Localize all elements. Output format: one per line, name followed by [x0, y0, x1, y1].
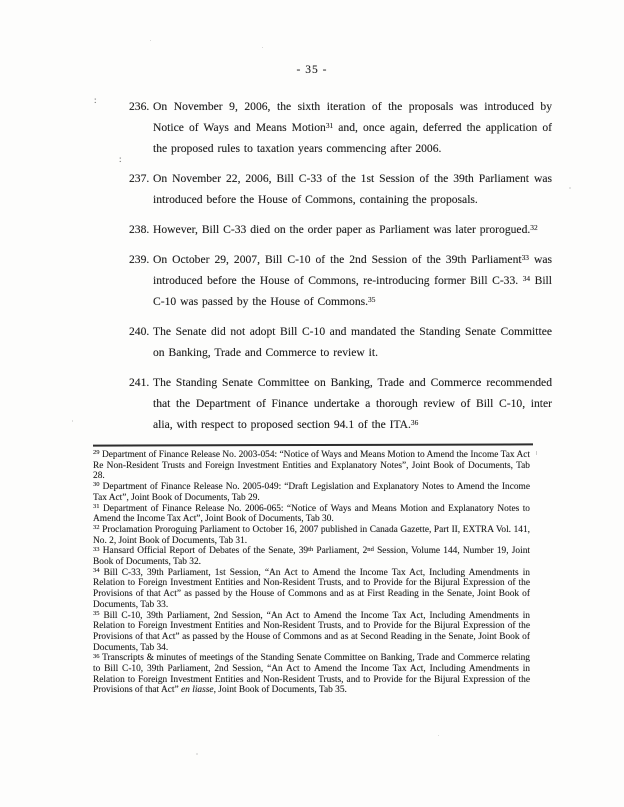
scan-artifact [569, 187, 571, 189]
footnote-separator [93, 443, 533, 446]
footnotes [93, 450, 530, 696]
superscript-footnote-ref: 31 [325, 120, 334, 130]
paragraph-number: 237. [129, 172, 150, 185]
text-run: Parliament, 2 [313, 546, 368, 557]
paragraph-number: 238. [129, 223, 150, 236]
footnote-number: 35 [93, 609, 100, 617]
footnote-number: 36 [93, 652, 100, 660]
superscript-footnote-ref: th [308, 545, 314, 553]
scan-artifact: : [119, 154, 122, 164]
page-number: - 35 - [296, 64, 328, 76]
footnote-number: 30 [93, 481, 100, 489]
footnote-number: 32 [93, 524, 100, 532]
text-run: The Senate did not adopt Bill C-10 and mandated the Standing Senate Committee on Banking, Trade and Commerce to review it. [153, 325, 552, 359]
italic-phrase: en liasse [181, 685, 214, 696]
body-paragraph [129, 372, 552, 435]
paragraph-text [153, 376, 552, 431]
footnote [93, 611, 530, 654]
paragraph-text [153, 223, 538, 236]
text-run: Department of Finance Release No. 2003-054: “Notice of Ways and Means Motion to Amend the Income Tax Act Re Non-Resident Trusts and Foreign Investment Entities and Explanatory Notes”, Joint Book of Documents, Tab 28. [93, 450, 530, 482]
footnote [93, 546, 530, 567]
body-paragraph [129, 249, 552, 312]
text-run: The Standing Senate Committee on Banking, Trade and Commerce recommended that the Department of Finance undertake a thorough review of Bill C-10, inter alia, with respect to proposed section 94.1 of the ITA. [153, 376, 552, 431]
body-paragraph [129, 168, 552, 210]
footnote [93, 482, 530, 503]
paragraph-number: 236. [129, 100, 150, 113]
paragraph-number: 240. [129, 325, 150, 338]
text-run: was introduced before the House of Commons, re-introducing former Bill C-33. [153, 253, 553, 287]
paragraph-number: 239. [129, 253, 150, 266]
superscript-footnote-ref: 35 [368, 294, 376, 304]
superscript-footnote-ref: nd [367, 545, 374, 553]
text-run: On November 22, 2006, Bill C-33 of the 1st Session of the 39th Parliament was introduced before the House of Commons, containing the proposals. [153, 172, 552, 206]
text-run: Bill C-33, 39th Parliament, 1st Session, “An Act to Amend the Income Tax Act, Including Amendments in Relation to Foreign Investment Entities and Non-Resident Trusts, and to Provide for the Bijural Expression of the Provisions of that Act” as passed by the House of Commons and as at First Reading in the Senate, Joint Book of Documents, Tab 33. [93, 567, 530, 610]
footnote [93, 568, 530, 611]
text-run: Hansard Official Report of Debates of the Senate, 39 [99, 546, 309, 557]
text-run: On October 29, 2007, Bill C-10 of the 2nd Session of the 39th Parliament [153, 253, 522, 266]
text-run: However, Bill C-33 died on the order paper as Parliament was later prorogued. [153, 223, 531, 236]
superscript-footnote-ref: 34 [522, 273, 531, 283]
footnote [93, 525, 530, 546]
paragraph-text [153, 172, 552, 206]
body-paragraph [129, 321, 552, 363]
text-run: Proclamation Proroguing Parliament to October 16, 2007 published in Canada Gazette, Part II, EXTRA Vol. 141, No. 2, Joint Book of Documents, Tab 31. [93, 524, 530, 546]
footnote [93, 504, 530, 525]
scan-artifact [150, 40, 151, 41]
scan-artifact [262, 47, 263, 48]
text-run: Bill C-10, 39th Parliament, 2nd Session, “An Act to Amend the Income Tax Act, Including Amendments in Relation to Foreign Investment Entities and Non-Resident Trusts, and to Provide for the Bijural Expression of the Provisions of that Act” as passed by the House of Commons and as at Second Reading in the Senate, Joint Book of Documents, Tab 34. [93, 610, 530, 653]
footnote [93, 450, 530, 482]
paragraph-text [153, 253, 552, 308]
scan-artifact [438, 735, 439, 736]
footnote-number: 33 [93, 545, 100, 553]
footnote-number: 31 [93, 502, 100, 510]
scan-artifact [196, 753, 198, 755]
footnote [93, 653, 530, 696]
footnote-number: 34 [93, 567, 100, 575]
text-run: Department of Finance Release No. 2005-049: “Draft Legislation and Explanatory Notes to Amend the Income Tax Act”, Joint Book of Documents, Tab 29. [93, 482, 530, 503]
superscript-footnote-ref: 32 [530, 222, 538, 232]
scan-artifact [536, 451, 537, 455]
paragraph-text [153, 325, 552, 359]
body-paragraph [129, 96, 552, 159]
scan-artifact [72, 420, 73, 422]
text-run: Bill C-10 was passed by the House of Commons. [153, 274, 553, 308]
text-run: and, once again, deferred the application of the proposed rules to taxation years commencing after 2006. [153, 121, 552, 155]
text-run: Department of Finance Release No. 2006-065: “Notice of Ways and Means Motion and Explanatory Notes to Amend the Income Tax Act”, Joint Book of Documents, Tab 30. [93, 503, 530, 525]
paragraph-text [153, 100, 552, 155]
text-run: Transcripts & minutes of meetings of the Standing Senate Committee on Banking, Trade and Commerce relating to Bill C-10, 39th Parliament, 2nd Session, “An Act to Amend the Income Tax Act, Including Amendments in Relation to Foreign Investment Entities and Non-Resident Trusts, and to Provide for the Bijural Expression of the Provisions of that Act” [93, 653, 530, 696]
scan-artifact: : [94, 95, 97, 105]
text-run: , Joint Book of Documents, Tab 35. [213, 685, 347, 696]
superscript-footnote-ref: 36 [410, 417, 419, 427]
body-paragraph [129, 219, 552, 240]
text-run: On November 9, 2006, the sixth iteration of the proposals was introduced by Notice of Ways and Means Motion [153, 100, 552, 134]
superscript-footnote-ref: 33 [521, 252, 529, 262]
paragraph-number: 241. [129, 376, 150, 389]
footnote-number: 29 [93, 449, 100, 457]
body-paragraphs [129, 96, 552, 435]
text-run: Session, Volume 144, Number 19, Joint Book of Documents, Tab 32. [93, 546, 530, 568]
